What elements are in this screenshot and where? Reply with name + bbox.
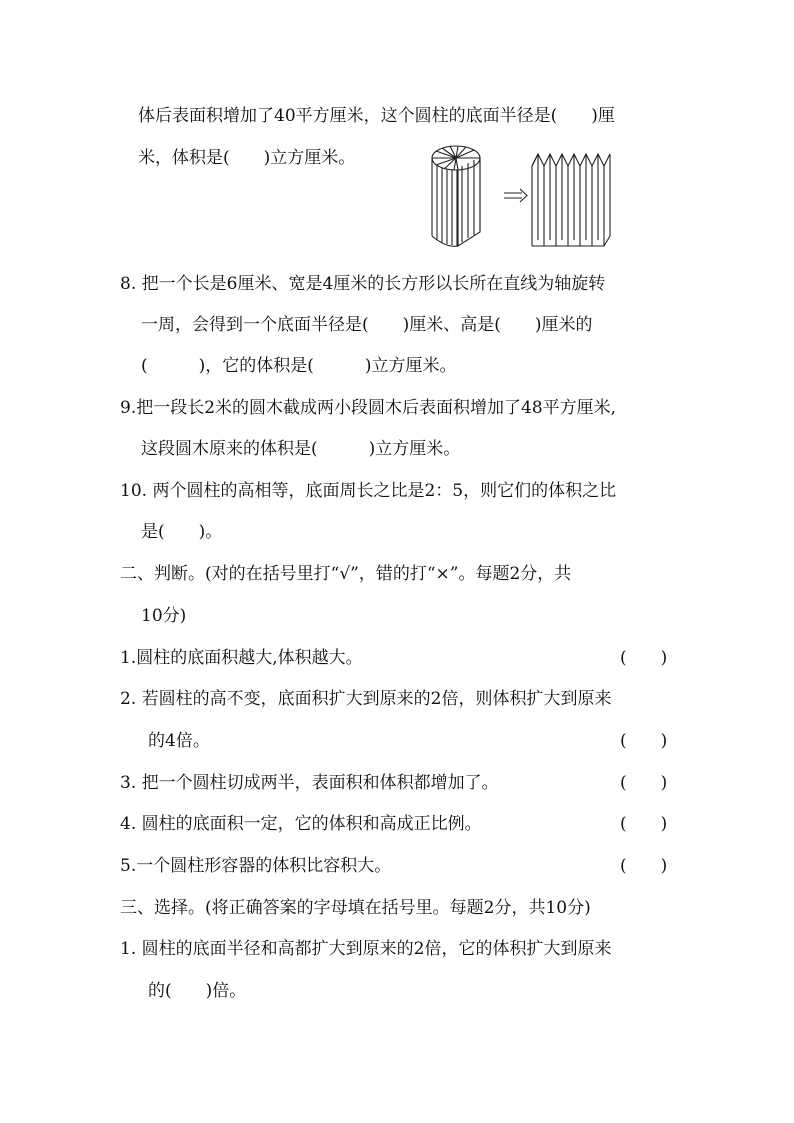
judge-item-5: 5.一个圆柱形容器的体积比容积大。 [120,856,392,876]
q10-line-2: 是( )。 [141,522,223,542]
judge-item-1: 1.圆柱的底面积越大,体积越大。 [120,648,363,668]
section2-heading-1: 二、判断。(对的在括号里打“√”，错的打“×”。每题2分，共 [120,564,572,584]
double-arrow-right-icon [504,189,527,202]
q7-line-1: 体后表面积增加了40平方厘米，这个圆柱的底面半径是( )厘 [138,106,615,126]
q10-line-1: 10. 两个圆柱的高相等，底面周长之比是2：5，则它们的体积之比 [120,481,617,501]
section2-heading-2: 10分) [141,606,187,626]
answer-bracket-2[interactable]: ( ) [620,731,668,751]
answer-bracket-3[interactable]: ( ) [620,773,668,793]
judge-item-2: 2. 若圆柱的高不变，底面积扩大到原来的2倍，则体积扩大到原来 [120,689,612,709]
judge-item-4: 4. 圆柱的底面积一定，它的体积和高成正比例。 [120,814,482,834]
q8-line-2: 一周，会得到一个底面半径是( )厘米、高是( )厘米的 [141,315,593,335]
judge-item-2-cont: 的4倍。 [148,731,210,751]
choice-q1-line-2: 的( )倍。 [148,981,247,1001]
q9-line-1: 9.把一段长2米的圆木截成两小段圆木后表面积增加了48平方厘米, [120,398,617,418]
answer-bracket-1[interactable]: ( ) [620,648,668,668]
q7-line-2: 米，体积是( )立方厘米。 [138,148,356,168]
q9-line-2: 这段圆木原来的体积是( )立方厘米。 [141,439,461,459]
choice-q1-line-1: 1. 圆柱的底面半径和高都扩大到原来的2倍，它的体积扩大到原来 [120,939,612,959]
judge-item-3: 3. 把一个圆柱切成两半，表面积和体积都增加了。 [120,773,499,793]
q8-line-3: ( )，它的体积是( )立方厘米。 [141,356,457,376]
answer-bracket-4[interactable]: ( ) [620,814,668,834]
section3-heading: 三、选择。(将正确答案的字母填在括号里。每题2分，共10分) [120,898,591,918]
answer-bracket-5[interactable]: ( ) [620,856,668,876]
q8-line-1: 8. 把一个长是6厘米、宽是4厘米的长方形以长所在直线为轴旋转 [120,274,606,294]
cylinder-cut-to-cuboid-figure-icon [428,136,618,250]
cylinder-to-cuboid-figure [428,136,618,250]
